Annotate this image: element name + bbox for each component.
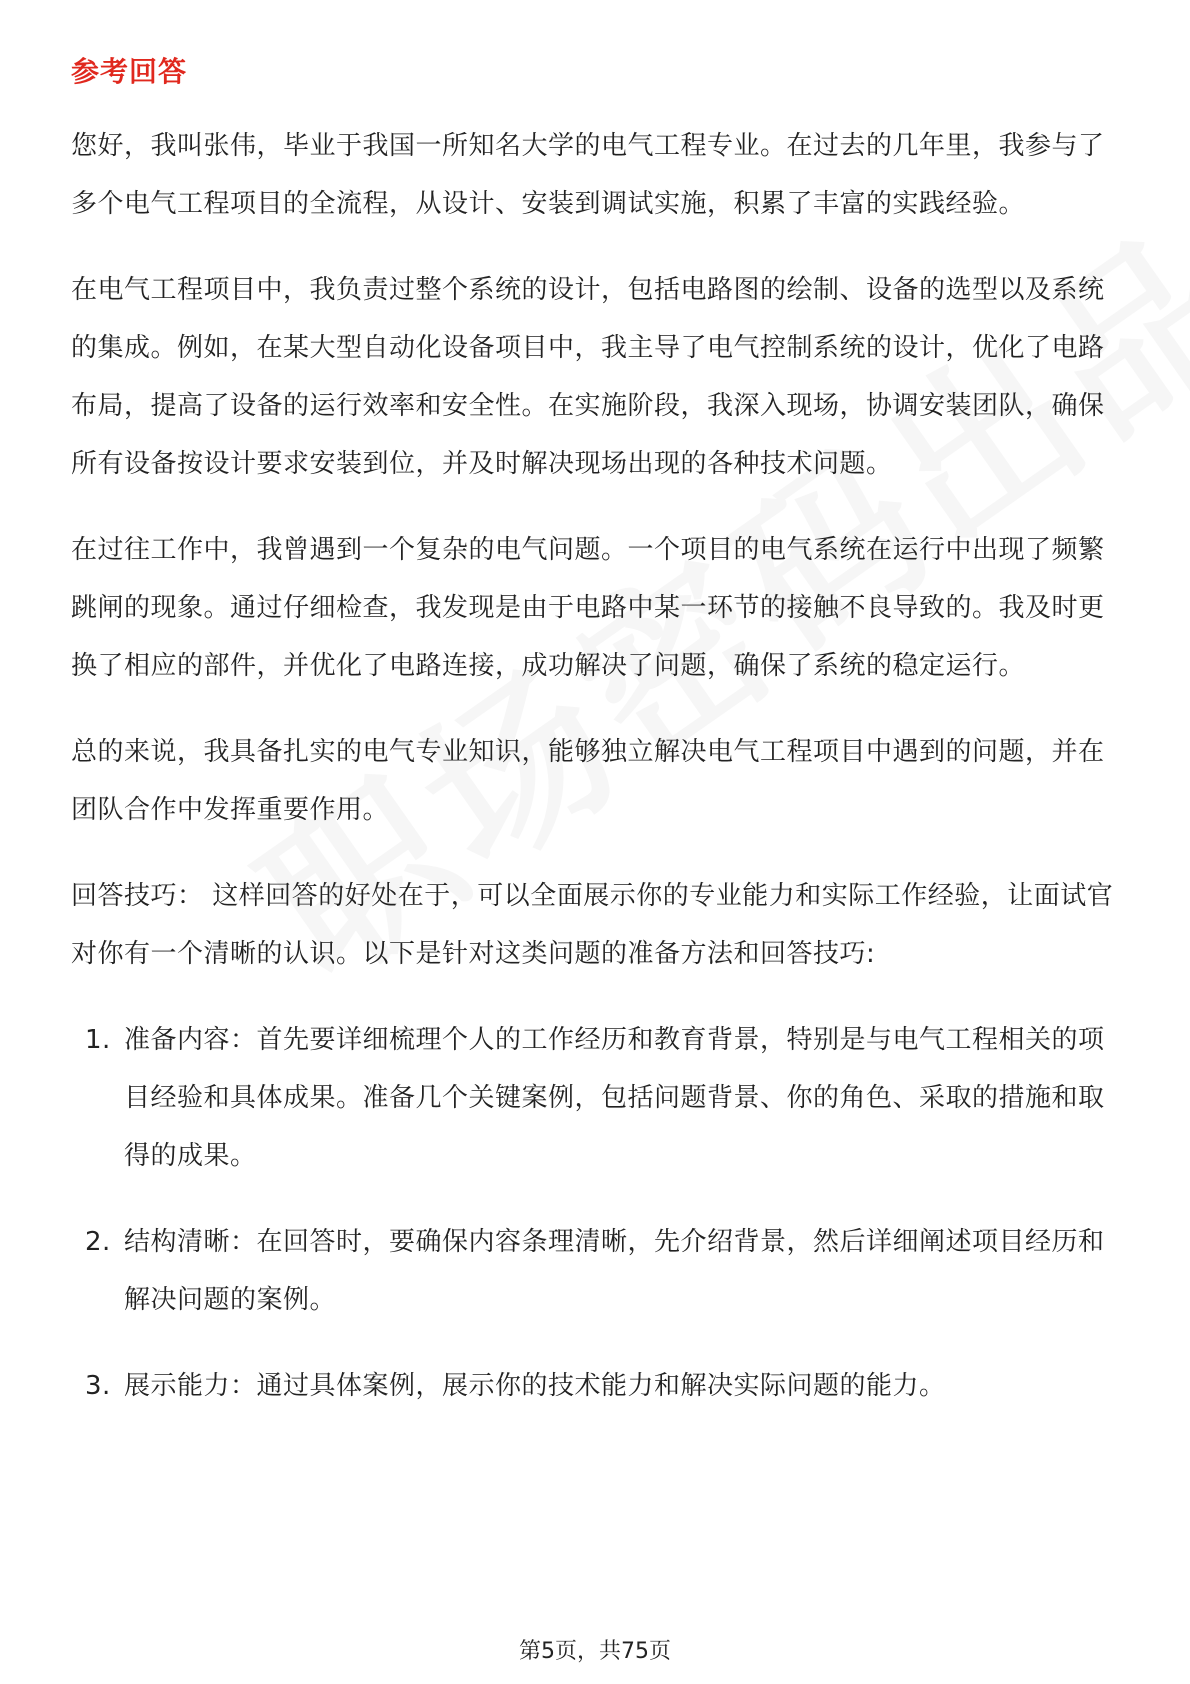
list-item	[71, 1357, 1121, 1415]
page-footer: 第5页，共75页	[519, 1639, 671, 1664]
list-item-text: 准备内容：首先要详细梳理个人的工作经历和教育背景，特别是与电气工程相关的项目经验和具体成果。准备几个关键案例，包括问题背景、你的角色、采取的措施和取得的成果。	[124, 1025, 1105, 1171]
list-item-number: 1.	[85, 1025, 111, 1055]
main-content	[71, 117, 1121, 1443]
list-item	[71, 1213, 1121, 1329]
list-item-text: 结构清晰：在回答时，要确保内容条理清晰，先介绍背景，然后详细阐述项目经历和解决问题的案例。	[124, 1227, 1105, 1315]
paragraph-project-experience: 在电气工程项目中，我负责过整个系统的设计，包括电路图的绘制、设备的选型以及系统的集成。例如，在某大型自动化设备项目中，我主导了电气控制系统的设计，优化了电路布局，提高了设备的运行效率和安全性。在实施阶段，我深入现场，协调安装团队，确保所有设备按设计要求安装到位，并及时解决现场出现的各种技术问题。	[71, 275, 1105, 479]
tips-list	[71, 1011, 1121, 1415]
list-item-number: 3.	[85, 1371, 111, 1401]
paragraph-problem-solving: 在过往工作中，我曾遇到一个复杂的电气问题。一个项目的电气系统在运行中出现了频繁跳闸的现象。通过仔细检查，我发现是由于电路中某一环节的接触不良导致的。我及时更换了相应的部件，并优化了电路连接，成功解决了问题，确保了系统的稳定运行。	[71, 535, 1105, 681]
list-item-number: 2.	[85, 1227, 111, 1257]
list-item-text: 展示能力：通过具体案例，展示你的技术能力和解决实际问题的能力。	[124, 1371, 946, 1401]
list-item	[71, 1011, 1121, 1185]
section-title: 参考回答	[71, 55, 188, 88]
paragraph-answer-tips: 回答技巧： 这样回答的好处在于，可以全面展示你的专业能力和实际工作经验，让面试官对你有一个清晰的认识。以下是针对这类问题的准备方法和回答技巧:	[71, 881, 1114, 969]
paragraph-summary: 总的来说，我具备扎实的电气专业知识，能够独立解决电气工程项目中遇到的问题，并在团队合作中发挥重要作用。	[71, 737, 1105, 825]
paragraph-intro: 您好，我叫张伟，毕业于我国一所知名大学的电气工程专业。在过去的几年里，我参与了多个电气工程项目的全流程，从设计、安装到调试实施，积累了丰富的实践经验。	[71, 131, 1105, 219]
